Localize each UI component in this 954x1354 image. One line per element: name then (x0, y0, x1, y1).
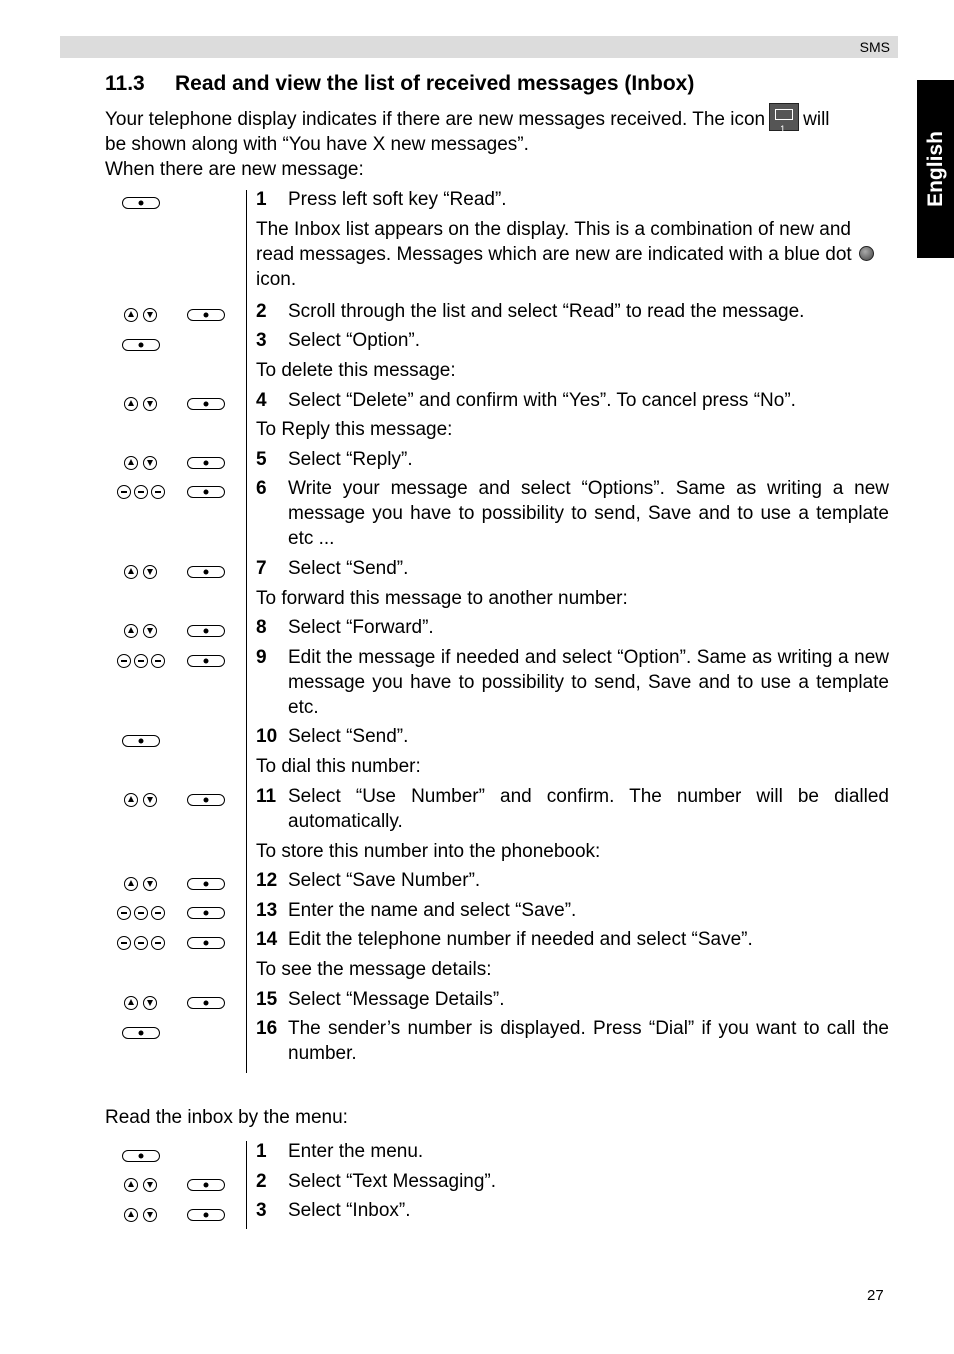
intro-line1-end: will (803, 109, 830, 130)
nav-arrows-icon (124, 877, 158, 893)
keypad-icon (117, 906, 165, 922)
soft-key-icon (187, 1179, 225, 1191)
step-2: 2 Scroll through the list and select “Read” to read the message. (256, 301, 805, 322)
step-14: 14 Edit the telephone number if needed and select “Save”. (256, 929, 753, 950)
step-15: 15 Select “Message Details”. (256, 989, 505, 1010)
keypad-icon (117, 654, 165, 670)
soft-key-icon (187, 878, 225, 890)
nav-arrows-icon (124, 1208, 158, 1224)
note-dial: To dial this number: (256, 756, 421, 777)
language-tab (917, 80, 954, 258)
soft-key-icon (122, 1150, 160, 1162)
note-inbox-list: The Inbox list appears on the display. This is a combination of new and read messages. Messages which are new are indicated with a blue dot icon. (256, 217, 889, 292)
section-heading (105, 72, 694, 96)
header-bar (60, 36, 898, 58)
column-divider (246, 190, 247, 1073)
soft-key-icon (187, 625, 225, 637)
step-4: 4 Select “Delete” and confirm with “Yes”. To cancel press “No”. (256, 390, 796, 411)
nav-arrows-icon (124, 624, 158, 640)
soft-key-icon (187, 907, 225, 919)
section-title: Read and view the list of received messages (Inbox) (175, 72, 695, 95)
intro-line3: When there are new message: (105, 159, 364, 180)
step-9: 9 Edit the message if needed and select “Option”. Same as writing a new message you have to possibility to send, Save and to use a template etc. (256, 647, 889, 718)
soft-key-icon (187, 309, 225, 321)
step-11: 11 Select “Use Number” and confirm. The number will be dialled automatically. (256, 786, 889, 832)
soft-key-icon (187, 937, 225, 949)
step-13: 13 Enter the name and select “Save”. (256, 900, 577, 921)
keypad-icon (117, 485, 165, 501)
soft-key-icon (187, 794, 225, 806)
nav-arrows-icon (124, 1178, 158, 1194)
step-3: 3 Select “Option”. (256, 330, 420, 351)
soft-key-icon (187, 566, 225, 578)
nav-arrows-icon (124, 308, 158, 324)
nav-arrows-icon (124, 565, 158, 581)
step-5: 5 Select “Reply”. (256, 449, 413, 470)
language-tab-label: English (923, 131, 947, 207)
column-divider (246, 1141, 247, 1229)
soft-key-icon (187, 398, 225, 410)
nav-arrows-icon (124, 793, 158, 809)
menu-step-3: 3 Select “Inbox”. (256, 1200, 411, 1221)
step-7: 7 Select “Send”. (256, 558, 409, 579)
soft-key-icon (187, 1209, 225, 1221)
soft-key-icon (122, 197, 160, 209)
intro-line2: be shown along with “You have X new messages”. (105, 134, 529, 155)
nav-arrows-icon (124, 996, 158, 1012)
step-10: 10 Select “Send”. (256, 726, 409, 747)
intro-line1: Your telephone display indicates if there are new messages received. The icon (105, 109, 766, 130)
menu-step-2: 2 Select “Text Messaging”. (256, 1171, 497, 1192)
blue-dot-icon (859, 246, 874, 261)
soft-key-icon (187, 486, 225, 498)
note-reply: To Reply this message: (256, 419, 453, 440)
menu-section-title: Read the inbox by the menu: (105, 1107, 348, 1128)
intro-paragraph (105, 103, 900, 182)
page-number: 27 (867, 1287, 884, 1304)
note-forward: To forward this message to another number: (256, 588, 628, 609)
soft-key-icon (122, 1027, 160, 1039)
section-number: 11.3 (105, 72, 145, 95)
section-label: SMS (859, 39, 890, 55)
note-details: To see the message details: (256, 959, 492, 980)
soft-key-icon (122, 339, 160, 351)
nav-arrows-icon (124, 456, 158, 472)
step-12: 12 Select “Save Number”. (256, 870, 481, 891)
step-8: 8 Select “Forward”. (256, 617, 434, 638)
menu-step-1: 1 Enter the menu. (256, 1141, 424, 1162)
nav-arrows-icon (124, 397, 158, 413)
step-16: 16 The sender’s number is displayed. Press “Dial” if you want to call the number. (256, 1018, 889, 1064)
note-store: To store this number into the phonebook: (256, 841, 601, 862)
soft-key-icon (187, 457, 225, 469)
note-delete: To delete this message: (256, 360, 456, 381)
step-1: 1 Press left soft key “Read”. (256, 189, 507, 210)
soft-key-icon (187, 655, 225, 667)
keypad-icon (117, 936, 165, 952)
soft-key-icon (122, 735, 160, 747)
step-6: 6 Write your message and select “Options”. Same as writing a new message you have to possibility to send, Save and to use a template etc ... (256, 478, 889, 549)
envelope-icon (769, 103, 799, 131)
soft-key-icon (187, 997, 225, 1009)
